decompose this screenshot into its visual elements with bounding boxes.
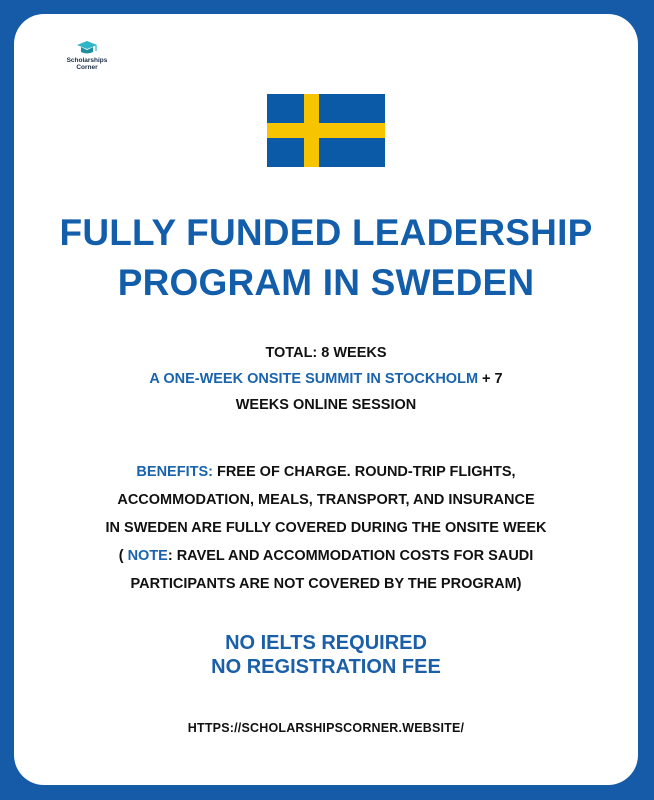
- website-url: HTTPS://SCHOLARSHIPSCORNER.WEBSITE/: [187, 721, 465, 735]
- scholarships-corner-logo: [52, 40, 122, 71]
- benefits-text-1: FREE OF CHARGE. ROUND-TRIP FLIGHTS,: [212, 464, 516, 480]
- onsite-plus: + 7: [478, 371, 503, 387]
- note-line-1: [14, 542, 638, 570]
- benefits-line-3: IN SWEDEN ARE FULLY COVERED DURING THE ONSITE WEEK: [105, 520, 547, 536]
- benefits-line-2: ACCOMMODATION, MEALS, TRANSPORT, AND INSURANCE: [117, 492, 535, 508]
- headline-line-2: PROGRAM IN SWEDEN: [117, 262, 535, 303]
- benefits-label: BENEFITS:: [136, 464, 213, 480]
- program-online: WEEKS ONLINE SESSION: [235, 397, 417, 413]
- no-registration-fee: NO REGISTRATION FEE: [211, 656, 441, 678]
- benefits-line-1: [14, 458, 638, 486]
- headline: [14, 208, 638, 308]
- poster-card: [14, 14, 638, 785]
- callouts: [14, 631, 638, 679]
- program-total: TOTAL: 8 WEEKS: [265, 345, 387, 361]
- logo-text: Scholarships Corner: [66, 57, 108, 71]
- onsite-summit: A ONE-WEEK ONSITE SUMMIT IN STOCKHOLM: [149, 371, 479, 387]
- sweden-flag-icon: [267, 94, 385, 167]
- program-onsite-line: [14, 366, 638, 392]
- note-open: (: [118, 548, 128, 564]
- flag-cross-horizontal: [267, 123, 385, 138]
- graduation-cap-icon: [76, 40, 98, 56]
- note-line-2: PARTICIPANTS ARE NOT COVERED BY THE PROGRAM): [130, 576, 522, 592]
- note-text-1: : RAVEL AND ACCOMMODATION COSTS FOR SAUDI: [167, 548, 534, 564]
- no-ielts: NO IELTS REQUIRED: [225, 632, 427, 654]
- program-info: [14, 340, 638, 418]
- note-label: NOTE: [127, 548, 168, 564]
- headline-line-1: FULLY FUNDED LEADERSHIP: [59, 212, 593, 253]
- benefits-section: [14, 458, 638, 598]
